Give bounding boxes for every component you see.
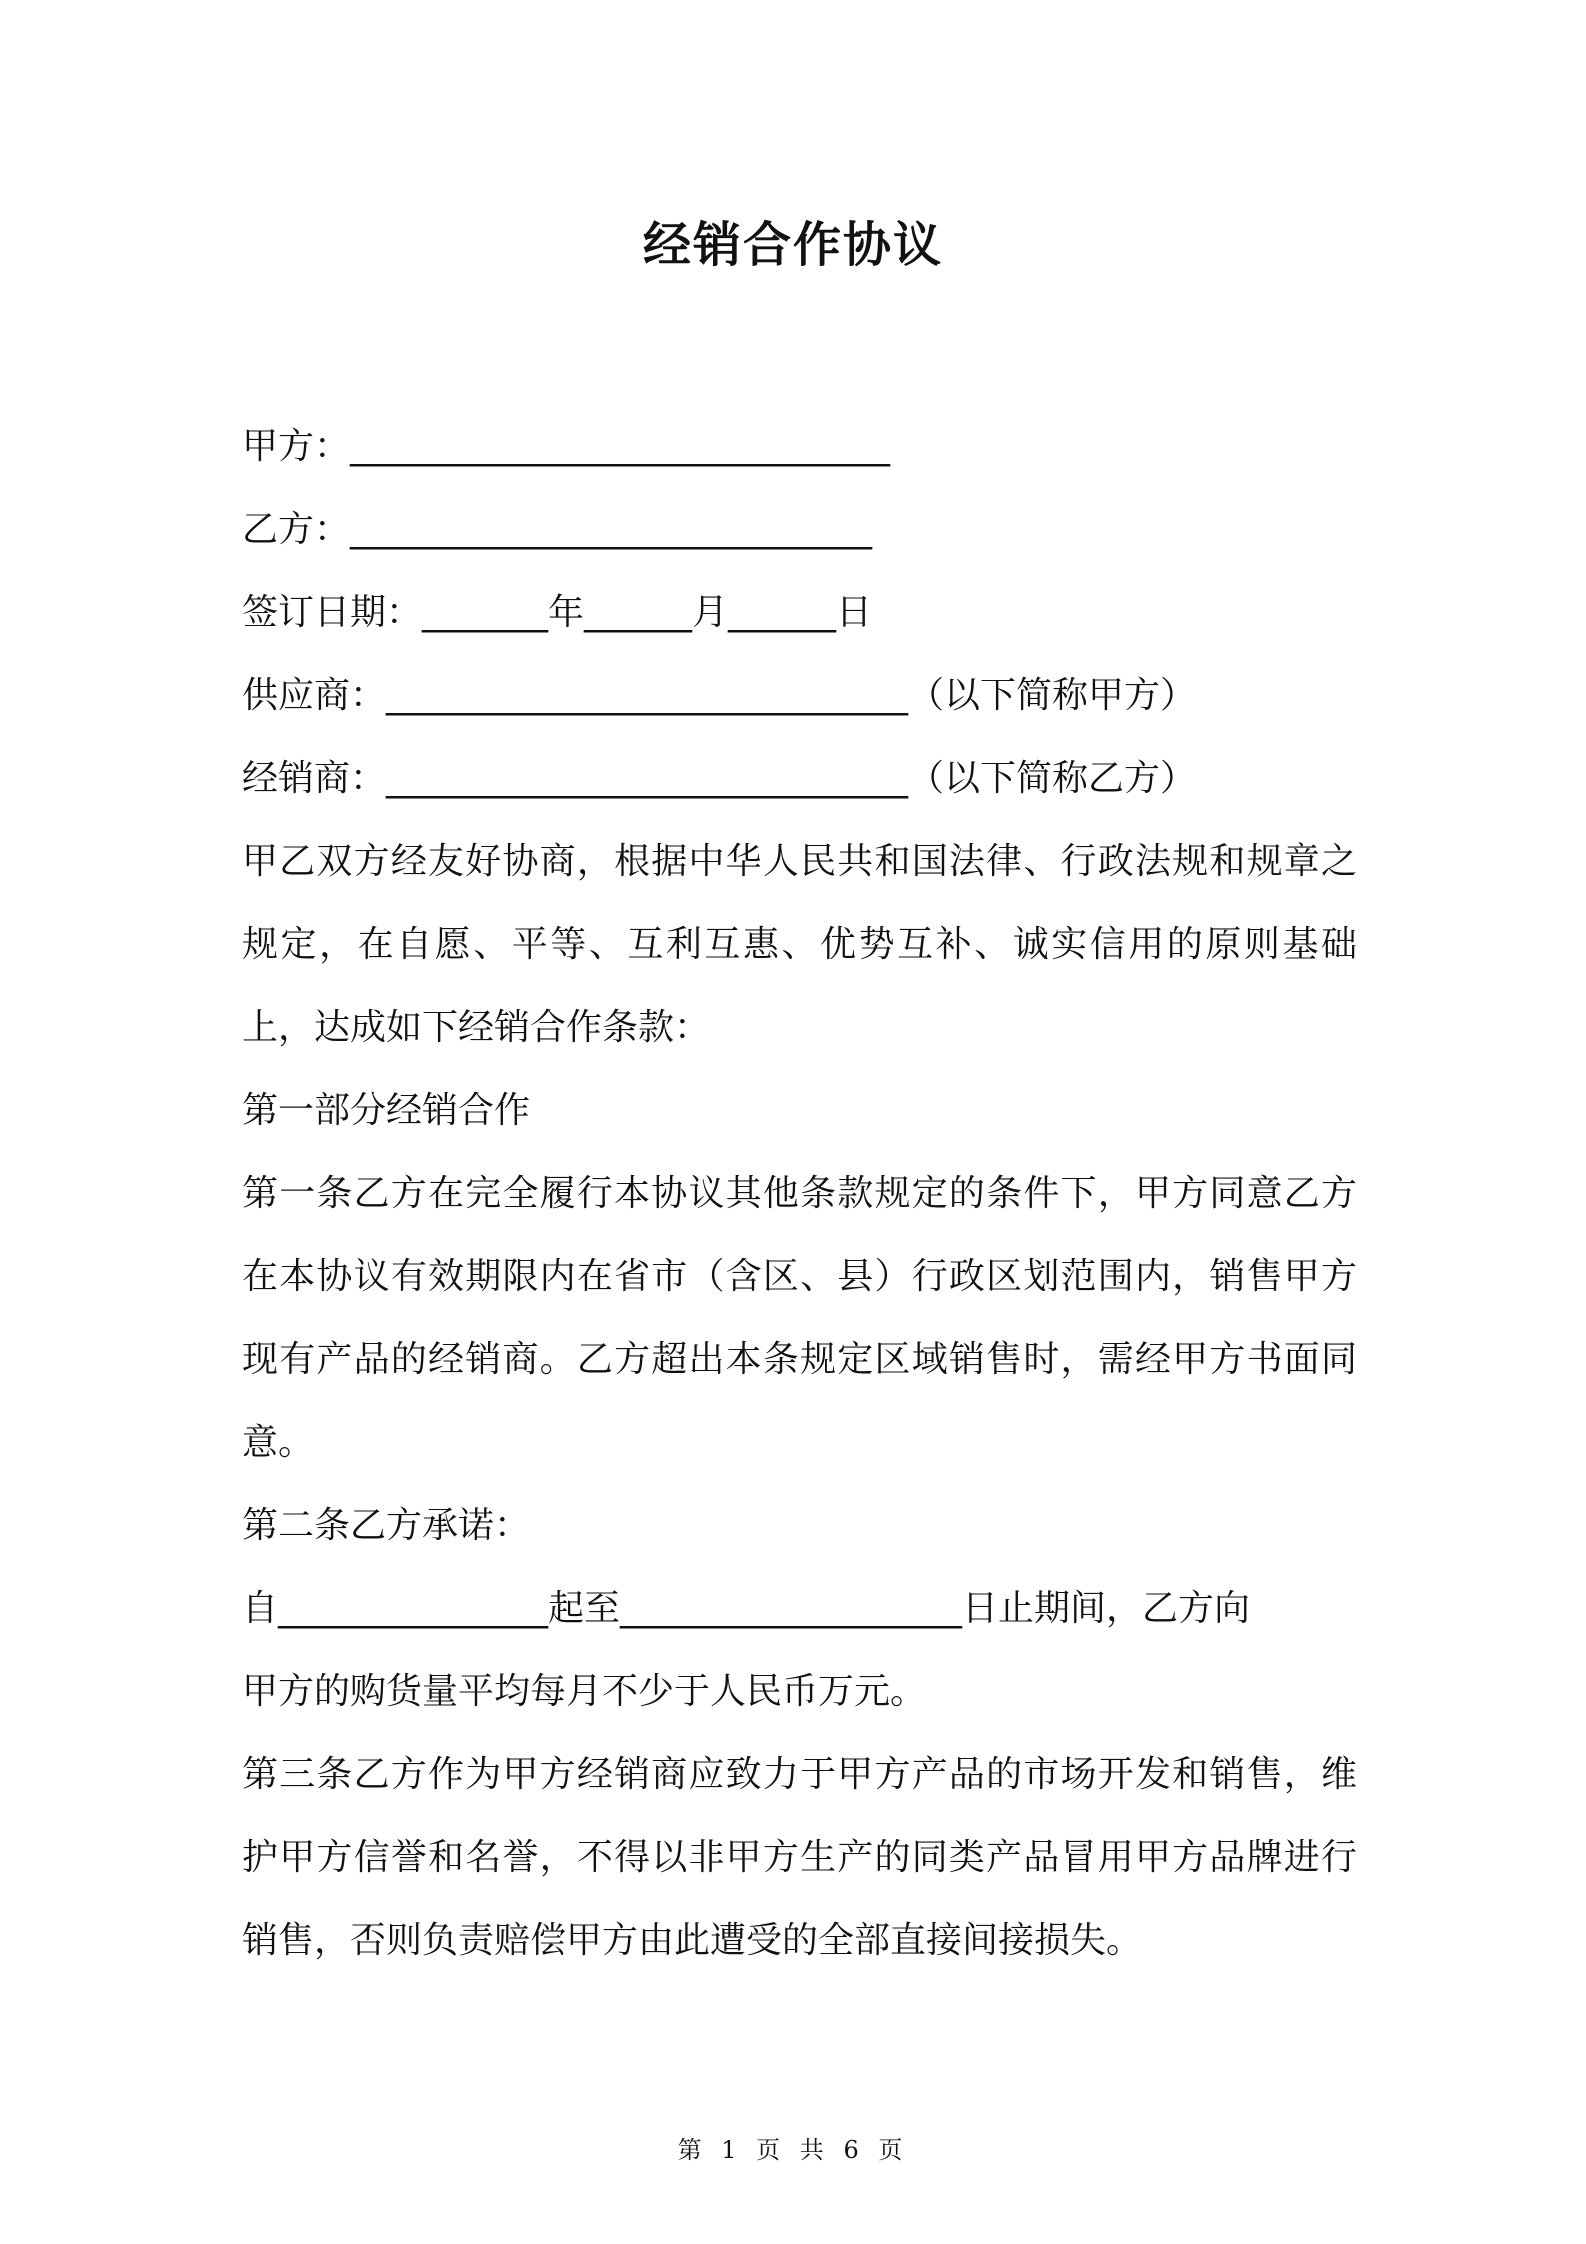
- article-2-period-line: 自_______________起至___________________日止期间，乙方向: [242, 1588, 1251, 1629]
- article-3-paragraph: 第三条乙方作为甲方经销商应致力于甲方产品的市场开发和销售，维护甲方信誉和名誉，不得以非甲方生产的同类产品冒用甲方品牌进行销售，否则负责赔偿甲方由此遭受的全部直接间接损失。: [242, 1754, 1357, 1961]
- article-2-heading: 第二条乙方承诺：: [242, 1505, 531, 1546]
- sign-date-field: 签订日期：_______年______月______日: [242, 592, 873, 633]
- part-one-heading: 第一部分经销合作: [242, 1090, 531, 1131]
- supplier-field: 供应商：_____________________________（以下简称甲方）: [242, 675, 1197, 716]
- party-a-field: 甲方：______________________________: [242, 426, 891, 467]
- article-1-paragraph: 第一条乙方在完全履行本协议其他条款规定的条件下，甲方同意乙方在本协议有效期限内在省市（含区、县）行政区划范围内，销售甲方现有产品的经销商。乙方超出本条规定区域销售时，需经甲方书面同意。: [242, 1173, 1357, 1463]
- dealer-field: 经销商：_____________________________（以下简称乙方）: [242, 758, 1197, 799]
- party-b-field: 乙方：_____________________________: [242, 509, 873, 550]
- article-2-amount-line: 甲方的购货量平均每月不少于人民币万元。: [242, 1671, 927, 1712]
- document-title: 经销合作协议: [642, 217, 943, 273]
- preamble-paragraph: 甲乙双方经友好协商，根据中华人民共和国法律、行政法规和规章之规定，在自愿、平等、互利互惠、优势互补、诚实信用的原则基础上，达成如下经销合作条款：: [242, 841, 1357, 1048]
- page-indicator: 第 1 页 共 6 页: [677, 2136, 909, 2164]
- document-body: [242, 405, 1357, 1982]
- page-footer: [0, 2130, 1586, 2170]
